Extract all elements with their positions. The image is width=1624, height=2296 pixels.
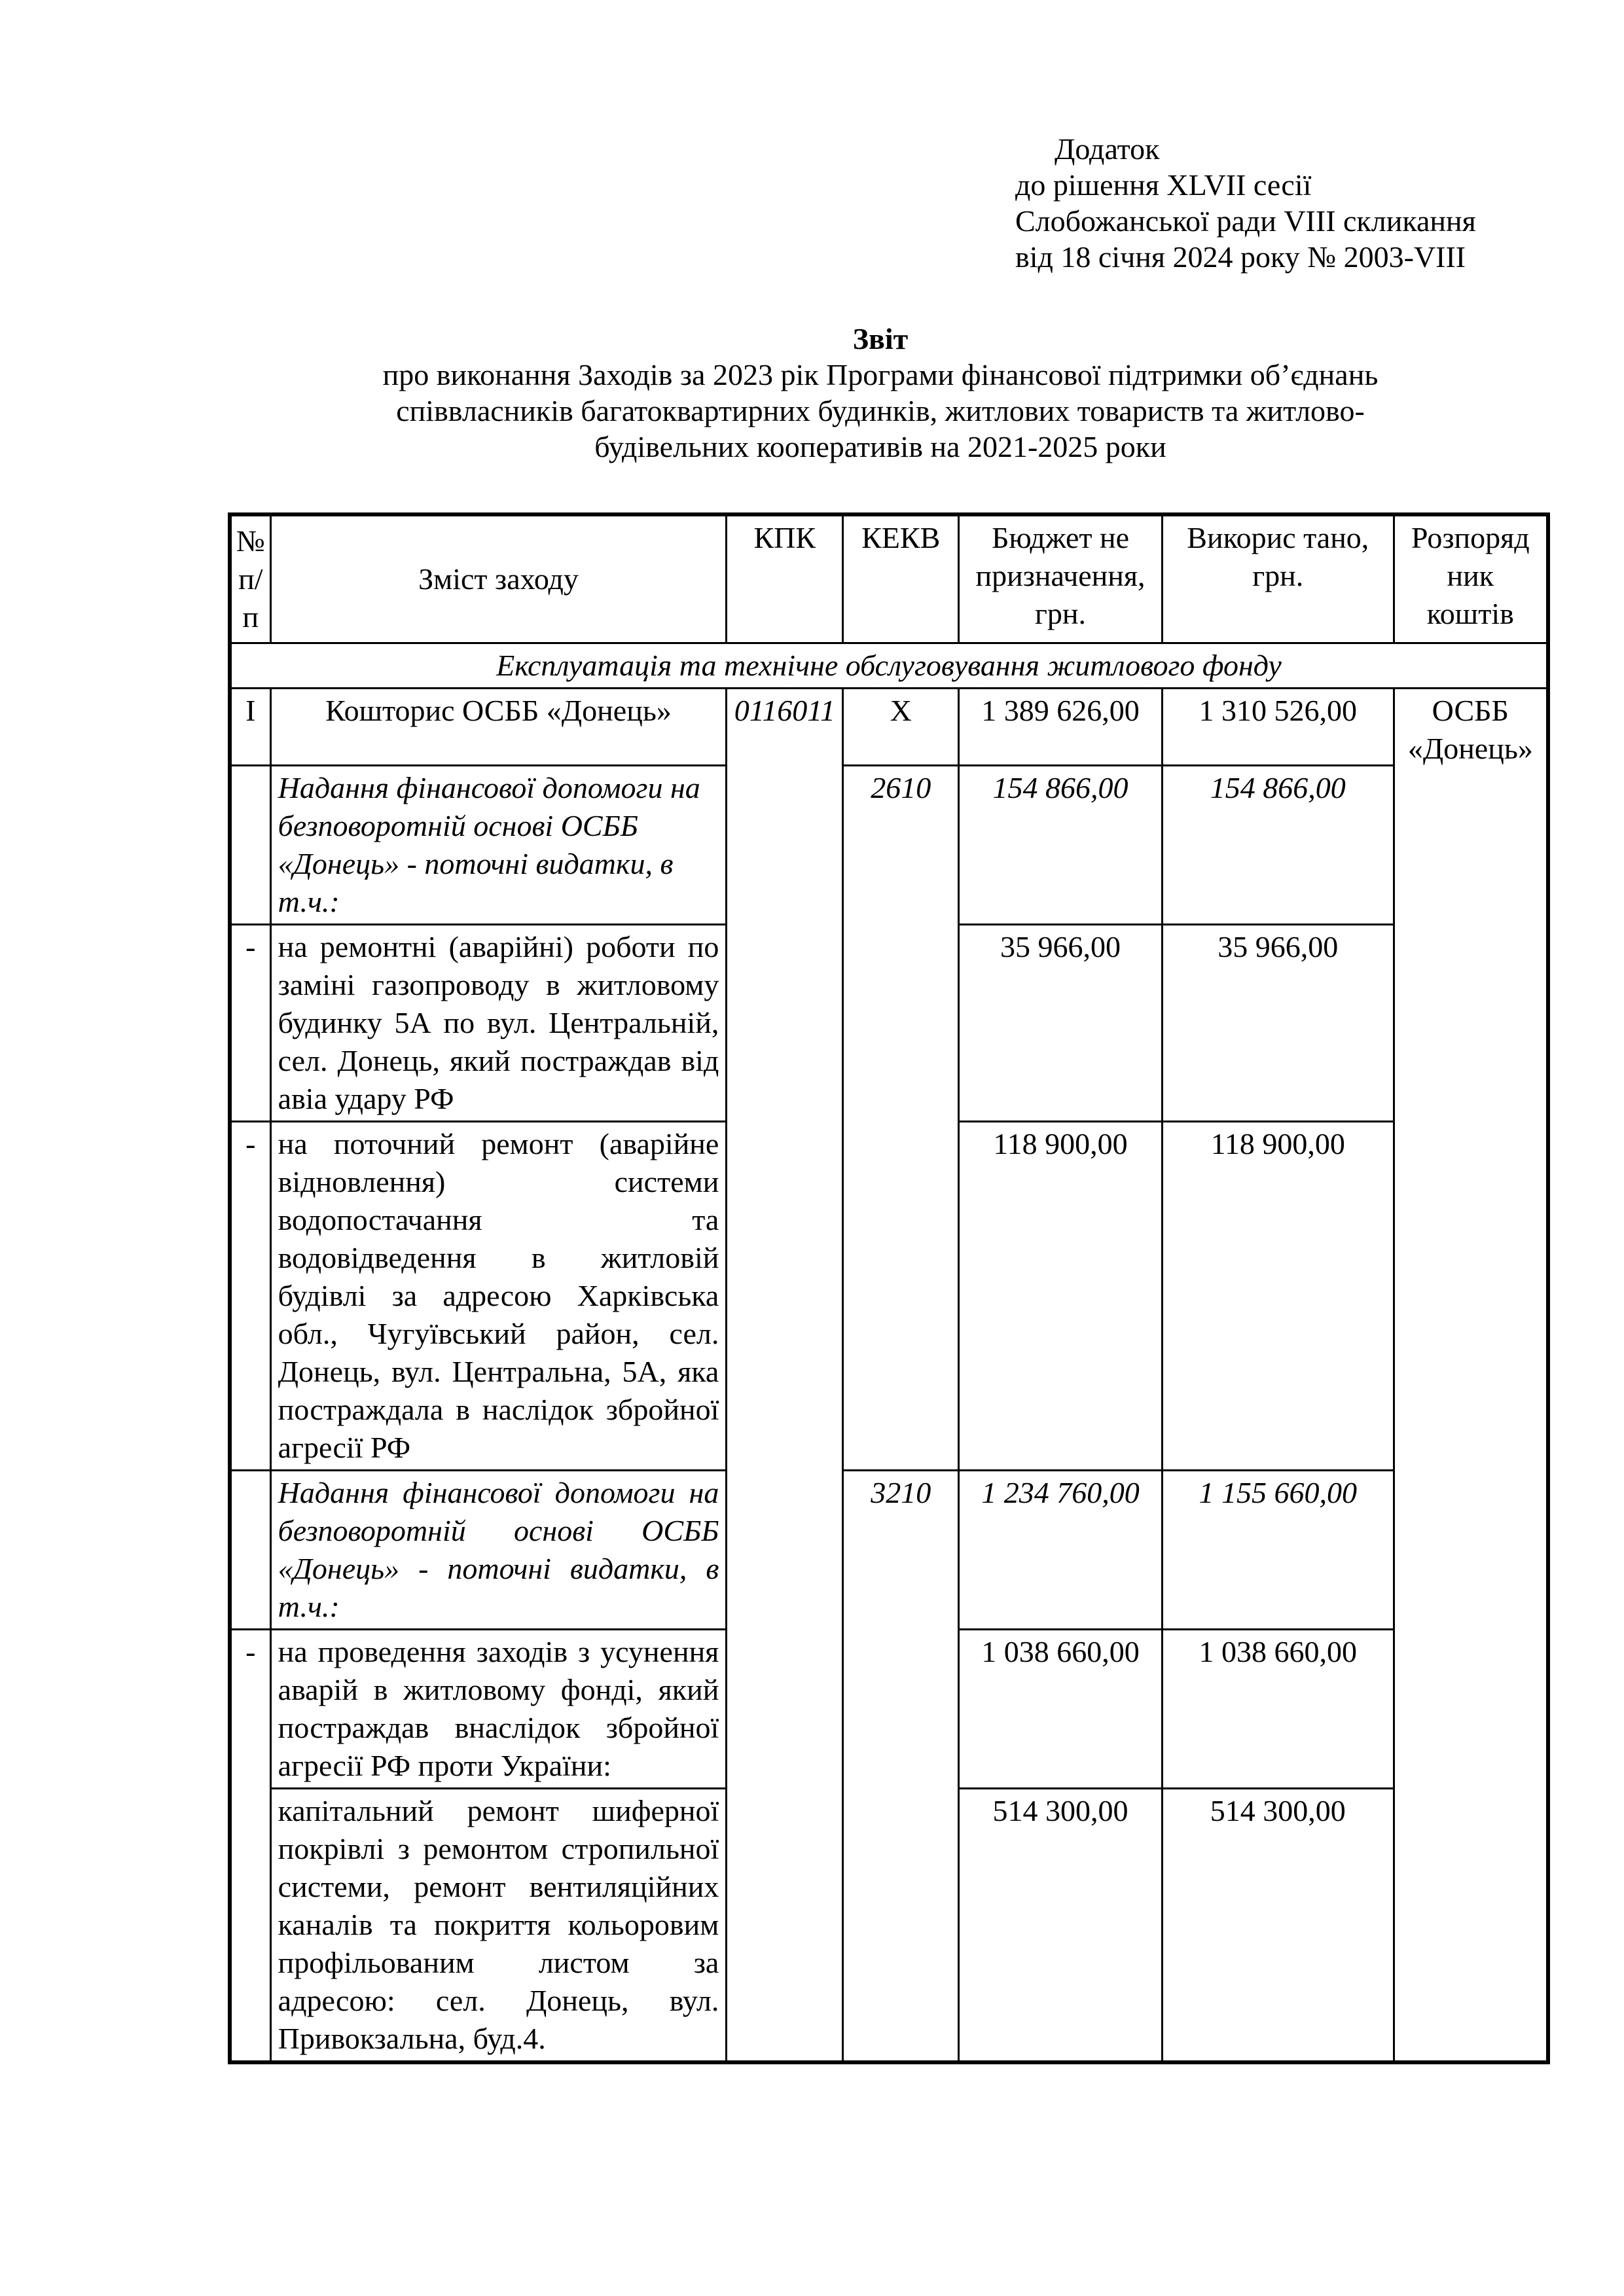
report-table (228, 512, 1550, 2064)
header-used: Викорис тано, грн. (1162, 514, 1394, 643)
row-no: I (230, 688, 270, 765)
row-kekv: 2610 (843, 765, 959, 1470)
annex-line: Додаток (1055, 132, 1160, 166)
row-used: 1 310 526,00 (1162, 688, 1394, 765)
row-used: 1 155 660,00 (1162, 1470, 1394, 1629)
row-description: Надання фінансової допомоги на безповоротній основі ОСББ «Донець» - поточні видатки, в т.ч.: (270, 1470, 727, 1629)
row-kekv: 3210 (843, 1470, 959, 2062)
row-used: 118 900,00 (1162, 1121, 1394, 1470)
row-plan: 1 038 660,00 (959, 1629, 1163, 1788)
report-subtitle-line: співвласників багатоквартирних будинків, житлових товариств та житлово- (396, 394, 1365, 427)
row-plan: 154 866,00 (959, 765, 1163, 924)
row-description: капітальний ремонт шиферної покрівлі з ремонтом стропильної системи, ремонт вентиляційних каналів та покриття кольоровим профільованим листом за адресою: сел. Донець, вул. Привокзальна, буд.4. (270, 1788, 727, 2062)
header-description: Зміст заходу (270, 514, 727, 643)
row-description: на поточний ремонт (аварійне відновлення) системи водопостачання та водовідведення в житловій будівлі за адресою Харківська обл., Чугуївський район, сел. Донець, вул. Центральна, 5А, яка постраждала в наслідок збройної агресії РФ (270, 1121, 727, 1470)
row-plan: 118 900,00 (959, 1121, 1163, 1470)
table-row (230, 1470, 1548, 1629)
table-row (230, 765, 1548, 924)
report-title: Звіт (852, 322, 909, 355)
header-manager: Розпоряд ник коштів (1394, 514, 1548, 643)
report-subtitle-line: будівельних кооперативів на 2021-2025 роки (594, 430, 1166, 463)
row-no: - (230, 924, 270, 1121)
row-description: Надання фінансової допомоги на безповоротній основі ОСББ «Донець» - поточні видатки, в т.ч.: (270, 765, 727, 924)
annex-block (1015, 131, 1476, 275)
header-kpk: КПК (727, 514, 843, 643)
table-row (230, 688, 1548, 765)
row-plan: 514 300,00 (959, 1788, 1163, 2062)
annex-line: від 18 січня 2024 року № 2003-VIII (1015, 240, 1466, 274)
header-no: № п/п (230, 514, 270, 643)
row-used: 154 866,00 (1162, 765, 1394, 924)
report-subtitle-line: про виконання Заходів за 2023 рік Програми фінансової підтримки об’єднань (382, 358, 1379, 391)
annex-line: до рішення XLVII сесії (1015, 168, 1312, 202)
row-no (230, 1470, 270, 1629)
row-plan: 1 389 626,00 (959, 688, 1163, 765)
header-kekv: КЕКВ (843, 514, 959, 643)
row-no (230, 765, 270, 924)
row-description: на ремонтні (аварійні) роботи по заміні газопроводу в житловому будинку 5А по вул. Центральній, сел. Донець, який постраждав від авіа удару РФ (270, 924, 727, 1121)
row-plan: 35 966,00 (959, 924, 1163, 1121)
row-description: Кошторис ОСББ «Донець» (270, 688, 727, 765)
row-manager: ОСББ «Донець» (1394, 688, 1548, 2062)
row-kekv: Х (843, 688, 959, 765)
header-plan: Бюджет не призначення, грн. (959, 514, 1163, 643)
report-title-block (229, 321, 1532, 465)
section-title: Експлуатація та технічне обслуговування житлового фонду (230, 643, 1548, 688)
table-header-row (230, 514, 1548, 643)
row-no: - (230, 1121, 270, 1470)
row-kpk: 0116011 (727, 688, 843, 2062)
row-used: 1 038 660,00 (1162, 1629, 1394, 1788)
row-used: 514 300,00 (1162, 1788, 1394, 2062)
row-used: 35 966,00 (1162, 924, 1394, 1121)
section-row (230, 643, 1548, 688)
annex-line: Слобожанської ради VIII скликання (1015, 204, 1476, 238)
row-plan: 1 234 760,00 (959, 1470, 1163, 1629)
row-description: на проведення заходів з усунення аварій в житловому фонді, який постраждав внаслідок збройної агресії РФ проти України: (270, 1629, 727, 1788)
row-no: - (230, 1629, 270, 2062)
